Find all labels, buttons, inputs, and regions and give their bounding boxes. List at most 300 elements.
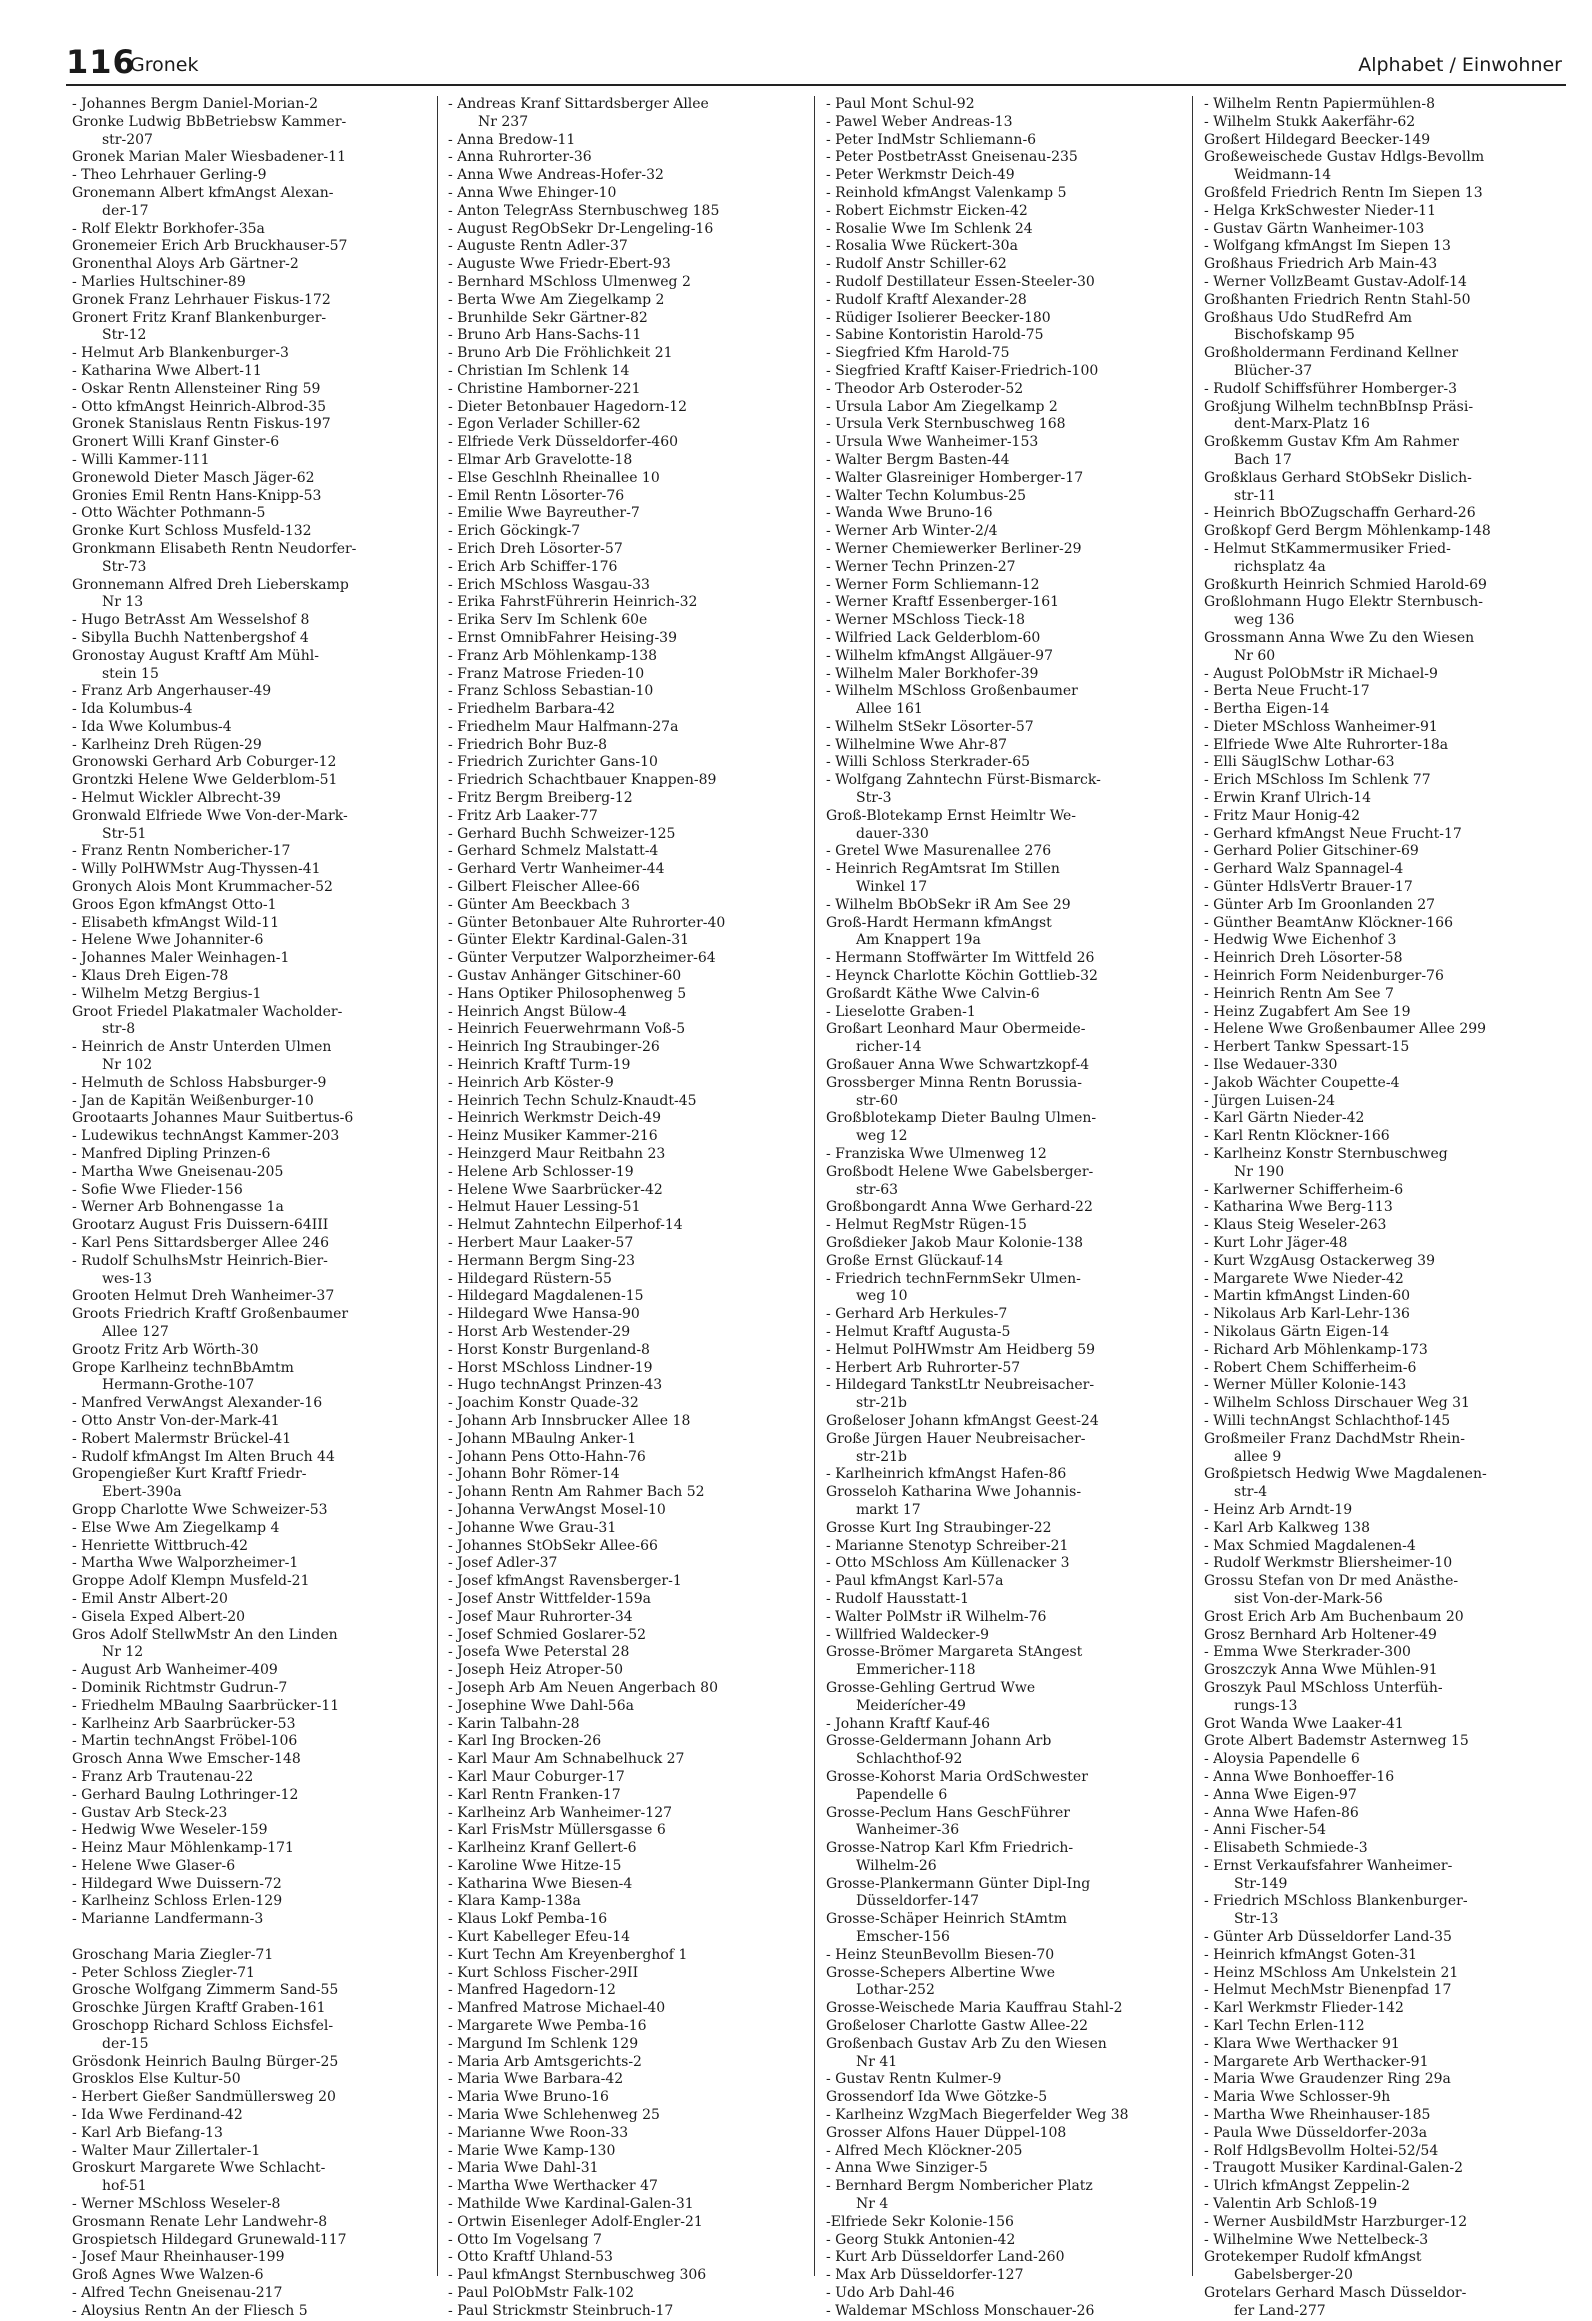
directory-entry: - Gisela Exped Albert-20 [72,1608,246,1625]
directory-entry: - Heinrich de Anstr Unterden Ulmen [72,1039,332,1056]
directory-entry: - Heinrich Rentn Am See 7 [1204,985,1394,1002]
directory-entry: - Karlheinz Konstr Sternbuschweg [1204,1146,1448,1163]
directory-entry: - Rudolf Werkmstr Bliersheimer-10 [1204,1555,1453,1572]
directory-entry: - Ulrich kfmAngst Zeppelin-2 [1204,2178,1411,2195]
entry-continuation: Am Knappert 19a [856,932,981,949]
directory-entry: - Martha Wwe Gneisenau-205 [72,1163,284,1180]
directory-entry: - Kurt WzgAusg Ostackerweg 39 [1204,1252,1435,1269]
directory-entry: - Gerhard Vertr Wanheimer-44 [448,861,665,878]
directory-entry: Grossmann Anna Wwe Zu den Wiesen [1204,629,1475,646]
directory-entry: Grooten Helmut Dreh Wanheimer-37 [72,1288,335,1305]
entry-continuation: Winkel 17 [856,879,928,896]
directory-entry: - Anton TelegrAss Sternbuschweg 185 [448,202,720,219]
directory-entry: - Hedwig Wwe Eichenhof 3 [1204,932,1397,949]
directory-entry: Großhaus Friedrich Arb Main-43 [1204,256,1438,273]
directory-entry: - Kurt Techn Am Kreyenberghof 1 [448,1946,688,1963]
directory-entry: Grosse-Brömer Margareta StAngest [826,1644,1083,1661]
directory-entry: - Elisabeth Schmiede-3 [1204,1840,1368,1857]
directory-entry: - Heinzgerd Maur Reitbahn 23 [448,1146,666,1163]
directory-entry: - Hans Optiker Philosophenweg 5 [448,985,687,1002]
directory-entry: Grot Wanda Wwe Laaker-41 [1204,1715,1404,1732]
directory-entry: - Helmuth de Schloss Habsburger-9 [72,1074,327,1091]
directory-entry: - Werner MSchloss Weseler-8 [72,2196,281,2213]
directory-entry: - Franz Rentn Nombericher-17 [72,843,291,860]
directory-entry: - Willi Kammer-111 [72,451,210,468]
entry-continuation: Lothar-252 [856,1982,935,1999]
directory-entry: Großfeld Friedrich Rentn Im Siepen 13 [1204,184,1483,201]
directory-entry: - Robert Eichmstr Eicken-42 [826,202,1028,219]
directory-entry: - Hildegard TankstLtr Neubreisacher- [826,1377,1095,1394]
directory-entry: - Josefa Wwe Peterstal 28 [448,1644,630,1661]
directory-entry: -Elfriede Sekr Kolonie-156 [826,2213,1014,2230]
directory-entry: Großjung Wilhelm technBbInsp Präsi- [1204,398,1474,415]
directory-entry: - Franz Schloss Sebastian-10 [448,683,654,700]
directory-entry: - Johann Pens Otto-Hahn-76 [448,1448,646,1465]
directory-entry: - Wolfgang kfmAngst Im Siepen 13 [1204,238,1451,255]
directory-entry: - Gerhard Baulng Lothringer-12 [72,1786,299,1803]
entry-continuation: str-21b [856,1448,908,1465]
directory-entry: - Friedhelm Maur Halfmann-27a [448,718,679,735]
directory-entry: Gronowski Gerhard Arb Coburger-12 [72,754,337,771]
directory-entry: - Heinz Arb Arndt-19 [1204,1501,1353,1518]
directory-entry: - Oskar Rentn Allensteiner Ring 59 [72,380,321,397]
directory-entry: - Hildegard Wwe Duissern-72 [72,1875,282,1892]
directory-entry: - Ortwin Eisenleger Adolf-Engler-21 [448,2213,703,2230]
entry-continuation: str-207 [102,131,153,148]
directory-entry: - Ida Wwe Ferdinand-42 [72,2107,243,2124]
entry-continuation: Emmericher-118 [856,1662,976,1679]
directory-entry: - Gerhard Buchh Schweizer-125 [448,825,676,842]
directory-entry: - Anna Wwe Sinziger-5 [826,2160,988,2177]
directory-entry: - Elmar Arb Gravelotte-18 [448,451,633,468]
directory-entry: - Gustav Anhänger Gitschiner-60 [448,968,682,985]
directory-entry: - Friedrich Schachtbauer Knappen-89 [448,772,717,789]
directory-entry: - Klaus Dreh Eigen-78 [72,968,229,985]
directory-entry: Großart Leonhard Maur Obermeide- [826,1021,1086,1038]
directory-entry: - Franz Arb Trautenau-22 [72,1768,254,1785]
directory-entry: - Rudolf Schiffsführer Homberger-3 [1204,380,1458,397]
directory-entry: - Gilbert Fleischer Allee-66 [448,879,640,896]
column-2 [448,96,794,2319]
directory-entry: - Margarete Wwe Pemba-16 [448,2018,647,2035]
directory-entry: - Josephine Wwe Dahl-56a [448,1697,634,1714]
directory-entry: - Karl Werkmstr Flieder-142 [1204,2000,1404,2017]
entry-continuation: sist Von-der-Mark-56 [1234,1590,1383,1607]
directory-entry: - Berta Wwe Am Ziegelkamp 2 [448,291,665,308]
directory-entry: - Lieselotte Graben-1 [826,1003,976,1020]
directory-entry: - Rudolf kfmAngst Im Alten Bruch 44 [72,1448,335,1465]
directory-entry: Großbongardt Anna Wwe Gerhard-22 [826,1199,1093,1216]
entry-continuation: Nr 4 [856,2196,889,2213]
directory-entry: - August RegObSekr Dr-Lengeling-16 [448,220,714,237]
directory-entry: Grontzki Helene Wwe Gelderblom-51 [72,772,338,789]
directory-entry: - Franz Matrose Frieden-10 [448,665,645,682]
directory-entry: - Heinrich Werkmstr Deich-49 [448,1110,661,1127]
directory-entry: Grossendorf Ida Wwe Götzke-5 [826,2089,1048,2106]
directory-entry: - Helene Wwe Saarbrücker-42 [448,1181,663,1198]
directory-entry: - Rosalia Wwe Rückert-30a [826,238,1018,255]
directory-entry: - Anni Fischer-54 [1204,1822,1327,1839]
directory-entry: - Brunhilde Sekr Gärtner-82 [448,309,648,326]
directory-entry: - Friedhelm Barbara-42 [448,701,616,718]
directory-entry: - Josef Adler-37 [448,1555,558,1572]
directory-entry: Gronewold Dieter Masch Jäger-62 [72,469,315,486]
directory-entry: - Willi Schloss Sterkrader-65 [826,754,1031,771]
directory-entry: Grosse-Geldermann Johann Arb [826,1733,1052,1750]
directory-entry: - Egon Verlader Schiller-62 [448,416,641,433]
directory-entry: - Anna Wwe Hafen-86 [1204,1804,1359,1821]
directory-entry: - Gerhard Schmelz Malstatt-4 [448,843,659,860]
directory-entry: - Anna Bredow-11 [448,131,576,148]
directory-entry: Grotekemper Rudolf kfmAngst [1204,2249,1422,2266]
directory-entry: Grosse Kurt Ing Straubinger-22 [826,1519,1052,1536]
directory-entry: - Maria Wwe Dahl-31 [448,2160,599,2177]
directory-entry: Grosse-Schepers Albertine Wwe [826,1964,1056,1981]
directory-entry: Grosche Wolfgang Zimmerm Sand-55 [72,1982,339,1999]
directory-entry: Grosser Alfons Hauer Düppel-108 [826,2124,1067,2141]
directory-entry: - Hugo BetrAsst Am Wesselshof 8 [72,612,310,629]
directory-entry: - Mathilde Wwe Kardinal-Galen-31 [448,2196,694,2213]
directory-entry: - Rudolf SchulhsMstr Heinrich-Bier- [72,1252,328,1269]
directory-entry: - Heinrich Angst Bülow-4 [448,1003,627,1020]
directory-entry: - Erika Serv Im Schlenk 60e [448,612,648,629]
directory-entry: - Peter Schloss Ziegler-71 [72,1964,255,1981]
entry-continuation: Papendelle 6 [856,1786,948,1803]
directory-entry: - Friedrich Zurichter Gans-10 [448,754,658,771]
column-divider [1192,96,1193,2276]
directory-entry: - Siegfried Kfm Harold-75 [826,345,1010,362]
directory-entry: - Karl Pens Sittardsberger Allee 246 [72,1235,329,1251]
directory-entry: - Joachim Konstr Quade-32 [448,1395,639,1412]
directory-entry: - Johann Rentn Am Rahmer Bach 52 [448,1484,705,1501]
directory-entry: - Hildegard Magdalenen-15 [448,1288,644,1305]
directory-entry: - Heinrich BbOZugschaffn Gerhard-26 [1204,505,1476,522]
directory-entry: - Erich MSchloss Wasgau-33 [448,576,650,593]
directory-entry: - Walter Bergm Basten-44 [826,451,1010,468]
column-4 [1204,96,1550,2319]
directory-entry: Grosse-Natrop Karl Kfm Friedrich- [826,1840,1074,1857]
entry-continuation: markt 17 [856,1501,921,1518]
directory-entry: - Hermann Stoffwärter Im Wittfeld 26 [826,950,1095,967]
entry-continuation: Emscher-156 [856,1929,950,1946]
directory-entry: - Karl Maur Coburger-17 [448,1768,625,1785]
directory-entry: - Kurt Schloss Fischer-29II [448,1964,639,1981]
directory-entry: - Manfred Hagedorn-12 [448,1982,616,1999]
directory-entry: Grosz Bernhard Arb Holtener-49 [1204,1626,1437,1643]
directory-entry: - Marianne Stenotyp Schreiber-21 [826,1537,1069,1554]
directory-entry: - Bernhard Bergm Nombericher Platz [826,2178,1093,2195]
directory-entry: - Dieter Betonbauer Hagedorn-12 [448,398,688,415]
directory-entry: Grootaarts Johannes Maur Suitbertus-6 [72,1110,354,1127]
directory-entry: - Sofie Wwe Flieder-156 [72,1181,243,1198]
directory-entry: Grossu Stefan von Dr med Anästhe- [1204,1573,1459,1590]
entry-continuation: Allee 127 [102,1323,169,1340]
directory-entry: - Wilfried Lack Gelderblom-60 [826,629,1041,646]
entry-continuation: Str-3 [856,790,892,807]
directory-entry: - Günter Am Beeckbach 3 [448,896,630,913]
directory-entry [72,1929,418,1947]
directory-entry: Gronenthal Aloys Arb Gärtner-2 [72,256,299,273]
directory-entry: - Rudolf Destillateur Essen-Steeler-30 [826,273,1095,290]
directory-entry: Gronwald Elfriede Wwe Von-der-Mark- [72,807,348,824]
directory-entry: Grosseloh Katharina Wwe Johannis- [826,1484,1082,1501]
directory-entry: - Hedwig Wwe Weseler-159 [72,1822,268,1839]
directory-entry: Groskurt Margarete Wwe Schlacht- [72,2160,326,2177]
directory-entry: - Rolf HdlgsBevollm Holtei-52/54 [1204,2142,1439,2159]
directory-entry: - Wilhelm Maler Borkhofer-39 [826,665,1039,682]
directory-entry: Große Ernst Glückauf-14 [826,1252,1004,1269]
directory-entry: - Helmut Wickler Albrecht-39 [72,790,281,807]
directory-entry: Grotelars Gerhard Masch Düsseldor- [1204,2285,1467,2302]
directory-entry: Groß-Hardt Hermann kfmAngst [826,914,1052,931]
directory-entry: - Maria Wwe Barbara-42 [448,2071,624,2088]
directory-entry: - Elfriede Wwe Alte Ruhrorter-18a [1204,736,1449,753]
directory-entry: - Emil Anstr Albert-20 [72,1590,228,1607]
directory-entry: Gronert Fritz Kranf Blankenburger- [72,309,327,326]
directory-entry: Gronke Ludwig BbBetriebsw Kammer- [72,113,347,130]
page-number: 116 [66,43,136,81]
directory-entry: - Henriette Wittbruch-42 [72,1537,249,1554]
directory-entry: Gronies Emil Rentn Hans-Knipp-53 [72,487,322,504]
directory-entry: - Gerhard Arb Herkules-7 [826,1306,1008,1323]
directory-entry: - Wanda Wwe Bruno-16 [826,505,993,522]
entry-continuation: Str-149 [1234,1875,1288,1892]
directory-entry: - Willy PolHWMstr Aug-Thyssen-41 [72,861,321,878]
directory-entry: - Werner MSchloss Tieck-18 [826,612,1026,629]
directory-entry: - Maria Wwe Schlosser-9h [1204,2089,1391,2106]
directory-entry: Gronych Alois Mont Krummacher-52 [72,879,333,896]
directory-entry: - Anna Wwe Andreas-Hofer-32 [448,167,664,184]
directory-entry: Großkemm Gustav Kfm Am Rahmer [1204,434,1459,451]
directory-entry: - Paul kfmAngst Karl-57a [826,1573,1004,1590]
directory-entry: - Paul Strickmstr Steinbruch-17 [448,2302,674,2319]
directory-entry: - Kurt Arb Düsseldorfer Land-260 [826,2249,1065,2266]
directory-entry: - Günter Elektr Kardinal-Galen-31 [448,932,690,949]
directory-entry: Groschke Jürgen Kraftf Graben-161 [72,2000,326,2017]
directory-entry: Grote Albert Bademstr Asternweg 15 [1204,1733,1469,1750]
directory-entry: - Ilse Wedauer-330 [1204,1057,1338,1074]
entry-continuation: Nr 41 [856,2053,898,2070]
directory-entry: - Josef Schmied Goslarer-52 [448,1626,647,1643]
directory-entry: - Walter Techn Kolumbus-25 [826,487,1027,504]
directory-entry: Grosch Anna Wwe Emscher-148 [72,1751,301,1768]
directory-entry: - Helmut Hauer Lessing-51 [448,1199,641,1216]
directory-entry: Gronemann Albert kfmAngst Alexan- [72,184,334,201]
entry-continuation: wes-13 [102,1270,152,1287]
directory-entry: Großhanten Friedrich Rentn Stahl-50 [1204,291,1471,308]
entry-continuation: Nr 237 [478,113,529,130]
directory-entry: Großkopf Gerd Bergm Möhlenkamp-148 [1204,523,1491,540]
directory-entry: - Jan de Kapitän Weißenburger-10 [72,1092,314,1109]
entry-continuation: Str-13 [1234,1911,1279,1928]
directory-entry: - Wilhelm Schloss Dirschauer Weg 31 [1204,1395,1470,1412]
directory-entry: - Herbert Gießer Sandmüllersweg 20 [72,2089,336,2106]
directory-entry: - Anna Wwe Bonhoeffer-16 [1204,1768,1395,1785]
entry-continuation: Schlachthof-92 [856,1751,963,1768]
directory-entry: - Richard Arb Möhlenkamp-173 [1204,1341,1428,1358]
directory-entry: - Auguste Wwe Friedr-Ebert-93 [448,256,671,273]
directory-entry: - Rolf Elektr Borkhofer-35a [72,220,265,237]
directory-entry: - Paul kfmAngst Sternbuschweg 306 [448,2267,707,2284]
directory-entry: - Friedrich Bohr Buz-8 [448,736,607,753]
directory-entry: - Manfred Matrose Michael-40 [448,2000,666,2017]
directory-entry: Großenbach Gustav Arb Zu den Wiesen [826,2035,1107,2052]
directory-entry: - Ida Kolumbus-4 [72,701,193,718]
directory-entry: - Rosalie Wwe Im Schlenk 24 [826,220,1033,237]
column-1 [72,96,418,2319]
directory-entry: - Martha Wwe Rheinhauser-185 [1204,2107,1431,2124]
directory-entry: Grosklos Else Kultur-50 [72,2071,241,2088]
directory-entry: Großklaus Gerhard StObSekr Dislich- [1204,469,1472,486]
directory-entry: - Siegfried Kraftf Kaiser-Friedrich-100 [826,362,1099,379]
directory-entry: Großpietsch Hedwig Wwe Magdalenen- [1204,1466,1487,1483]
directory-entry: - Heinrich Ing Straubinger-26 [448,1039,660,1056]
directory-entry: - Günther BeamtAnw Klöckner-166 [1204,914,1453,931]
directory-entry: - Johann MBaulng Anker-1 [448,1430,637,1447]
directory-entry: - Walter Maur Zillertaler-1 [72,2142,261,2159]
directory-entry: - Kurt Lohr Jäger-48 [1204,1235,1348,1251]
directory-entry: - Hildegard Wwe Hansa-90 [448,1306,640,1323]
directory-entry: Groppe Adolf Klempn Musfeld-21 [72,1573,310,1590]
directory-entry: - Horst Konstr Burgenland-8 [448,1341,650,1358]
directory-entry: - Klaus Steig Weseler-263 [1204,1217,1387,1234]
directory-entry: - Gerhard kfmAngst Neue Frucht-17 [1204,825,1462,842]
directory-entry: - Herbert Maur Laaker-57 [448,1235,634,1251]
directory-entry: - Otto kfmAngst Heinrich-Albrod-35 [72,398,327,415]
entry-continuation: str-4 [1234,1484,1268,1501]
directory-entry: - Udo Arb Dahl-46 [826,2285,955,2302]
directory-entry: - Helmut RegMstr Rügen-15 [826,1217,1027,1234]
directory-entry: - Ursula Labor Am Ziegelkamp 2 [826,398,1058,415]
directory-entry: - Martha Wwe Werthacker 47 [448,2178,658,2195]
entry-continuation: stein 15 [102,665,159,682]
directory-entry: Großert Hildegard Beecker-149 [1204,131,1431,148]
directory-entry: - Jakob Wächter Coupette-4 [1204,1074,1400,1091]
directory-entry: - Klara Wwe Werthacker 91 [1204,2035,1400,2052]
directory-entry: - Ursula Verk Sternbuschweg 168 [826,416,1066,433]
directory-entry: - Heinrich Feuerwehrmann Voß-5 [448,1021,686,1038]
directory-entry: - Auguste Rentn Adler-37 [448,238,628,255]
directory-entry: - Gustav Rentn Kulmer-9 [826,2071,1002,2088]
directory-entry: - Ursula Wwe Wanheimer-153 [826,434,1039,451]
directory-entry: - Anna Ruhrorter-36 [448,149,592,166]
directory-entry: - Marie Wwe Kamp-130 [448,2142,616,2159]
directory-entry: - Hugo technAngst Prinzen-43 [448,1377,663,1394]
directory-entry: - Wilhelm Stukk Aakerfähr-62 [1204,113,1416,130]
directory-entry: Groots Friedrich Kraftf Großenbaumer [72,1306,349,1323]
directory-entry: Gronnemann Alfred Dreh Lieberskamp [72,576,349,593]
directory-entry: - August PolObMstr iR Michael-9 [1204,665,1438,682]
directory-entry: - Dominik Richtmstr Gudrun-7 [72,1679,288,1696]
directory-entry: - Max Schmied Magdalenen-4 [1204,1537,1416,1554]
directory-entry: - Wilhelm StSekr Lösorter-57 [826,718,1034,735]
directory-entry: - Emilie Wwe Bayreuther-7 [448,505,640,522]
directory-entry: - Helga KrkSchwester Nieder-11 [1204,202,1436,219]
directory-entry: - Hildegard Rüstern-55 [448,1270,612,1287]
directory-entry: - Maria Wwe Graudenzer Ring 29a [1204,2071,1451,2088]
directory-entry: - Otto Anstr Von-der-Mark-41 [72,1412,280,1429]
directory-entry: - Hermann Bergm Sing-23 [448,1252,636,1269]
directory-entry: - Wilhelm Metzg Bergius-1 [72,985,262,1002]
entry-continuation: richer-14 [856,1039,922,1056]
entry-continuation: dauer-330 [856,825,929,842]
entry-continuation: Ebert-390a [102,1484,182,1501]
section-title: Alphabet / Einwohner [1358,54,1562,76]
directory-entry: - Christian Im Schlenk 14 [448,362,630,379]
entry-continuation: fer Land-277 [1234,2302,1326,2319]
directory-entry: - Rudolf Hausstatt-1 [826,1590,970,1607]
entry-continuation: str-11 [1234,487,1277,504]
entry-continuation: str-21b [856,1395,908,1412]
page-running-head: Gronek [130,54,199,76]
directory-entry: - Christine Hamborner-221 [448,380,641,397]
directory-entry: - Alfred Techn Gneisenau-217 [72,2285,283,2302]
directory-entry: - Heinrich Arb Köster-9 [448,1074,614,1091]
entry-continuation: rungs-13 [1234,1697,1298,1714]
entry-continuation: Nr 60 [1234,647,1276,664]
directory-entry: Groos Egon kfmAngst Otto-1 [72,896,277,913]
directory-entry: - Helmut Kraftf Augusta-5 [826,1323,1011,1340]
directory-entry: - Helmut Arb Blankenburger-3 [72,345,289,362]
directory-entry: - Bertha Eigen-14 [1204,701,1330,718]
directory-entry: Grosse-Plankermann Günter Dipl-Ing [826,1875,1091,1892]
directory-entry: - Helmut MechMstr Bienenpfad 17 [1204,1982,1452,1999]
directory-entry: - Bernhard MSchloss Ulmenweg 2 [448,273,691,290]
entry-continuation: hof-51 [102,2178,147,2195]
directory-entry: Groß-Blotekamp Ernst Heimltr We- [826,807,1076,824]
entry-continuation: Bach 17 [1234,451,1292,468]
directory-entry: - Fritz Arb Laaker-77 [448,807,598,824]
directory-entry: - Josef Anstr Wittfelder-159a [448,1590,651,1607]
directory-entry: - Erich Göckingk-7 [448,523,581,540]
entry-continuation: Blücher-37 [1234,362,1313,379]
directory-entry: Gronkmann Elisabeth Rentn Neudorfer- [72,540,357,557]
directory-entry: - Anna Wwe Ehinger-10 [448,184,617,201]
directory-entry: Grosse-Kohorst Maria OrdSchwester [826,1768,1088,1785]
directory-entry: - Johannes Maler Weinhagen-1 [72,950,290,967]
directory-entry: - Emma Wwe Sterkrader-300 [1204,1644,1411,1661]
directory-entry: - Helmut StKammermusiker Fried- [1204,540,1451,557]
directory-entry: - Gerhard Polier Gitschiner-69 [1204,843,1419,860]
column-divider [437,96,438,2276]
directory-entry: - Wilhelm MSchloss Großenbaumer [826,683,1078,700]
directory-entry: Gros Adolf StellwMstr An den Linden [72,1626,338,1643]
directory-entry: - Franziska Wwe Ulmenweg 12 [826,1146,1047,1163]
directory-entry: Großblotekamp Dieter Baulng Ulmen- [826,1110,1097,1127]
directory-entry: - Sabine Kontoristin Harold-75 [826,327,1044,344]
directory-entry: - Johann Arb Innsbrucker Allee 18 [448,1412,691,1429]
entry-continuation: Str-73 [102,558,147,575]
directory-entry: - Friedrich technFernmSekr Ulmen- [826,1270,1081,1287]
directory-entry: Gronek Franz Lehrhauer Fiskus-172 [72,291,331,308]
directory-entry: - Max Arb Düsseldorfer-127 [826,2267,1024,2284]
entry-continuation: weg 12 [856,1128,908,1145]
entry-continuation: Allee 161 [856,701,923,718]
directory-entry: - Else Geschlnh Rheinallee 10 [448,469,660,486]
directory-entry: - Ernst Verkaufsfahrer Wanheimer- [1204,1857,1453,1874]
directory-entry: - Ida Wwe Kolumbus-4 [72,718,232,735]
directory-entry: - Theodor Arb Osteroder-52 [826,380,1024,397]
directory-entry: - Helene Arb Schlosser-19 [448,1163,634,1180]
directory-entry: - Karlwerner Schifferheim-6 [1204,1181,1404,1198]
directory-entry: - Pawel Weber Andreas-13 [826,113,1013,130]
entry-continuation: Wilhelm-26 [856,1857,937,1874]
directory-entry: - Martin technAngst Fröbel-106 [72,1733,298,1750]
directory-entry: - Werner Müller Kolonie-143 [1204,1377,1407,1394]
directory-entry: - Franz Arb Möhlenkamp-138 [448,647,658,664]
directory-entry: - Karl Rentn Franken-17 [448,1786,621,1803]
directory-entry: - Werner Arb Bohnengasse 1a [72,1199,284,1216]
